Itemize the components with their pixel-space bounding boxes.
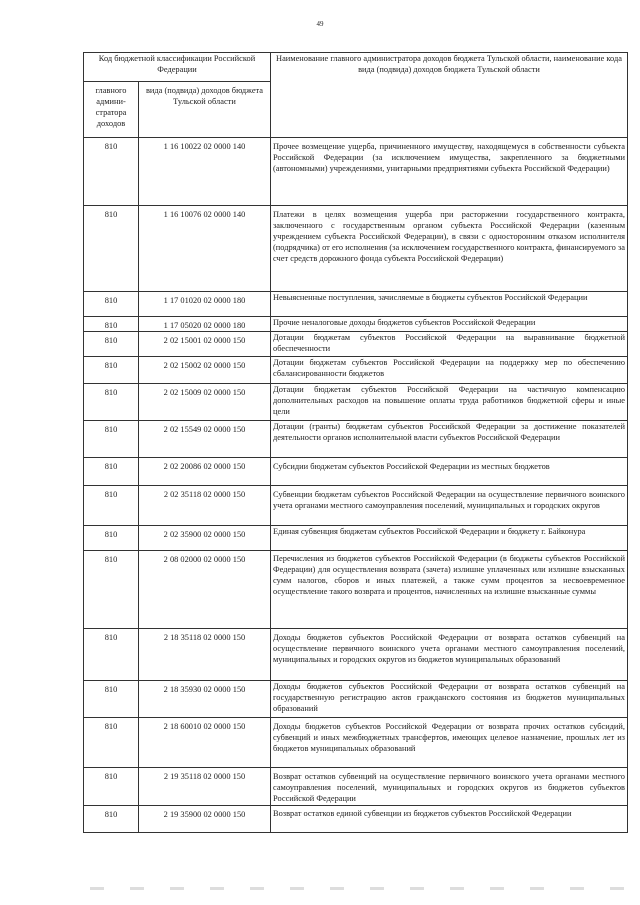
- admin-code-cell: 810: [84, 206, 139, 292]
- table-row: [84, 384, 628, 421]
- revenue-name-cell: Дотации бюджетам субъектов Российской Федерации на выравнивание бюджетной обеспеченности: [271, 332, 628, 357]
- revenue-name-cell: Субсидии бюджетам субъектов Российской Федерации из местных бюджетов: [271, 458, 628, 486]
- revenue-code-cell: 2 02 15002 02 0000 150: [139, 357, 271, 384]
- admin-code-cell: 810: [84, 629, 139, 681]
- table-row: [84, 332, 628, 357]
- admin-code-cell: 810: [84, 768, 139, 806]
- revenue-code-cell: 1 16 10022 02 0000 140: [139, 138, 271, 206]
- admin-code-cell: 810: [84, 681, 139, 718]
- admin-code-cell: 810: [84, 317, 139, 332]
- revenue-code-cell: 1 16 10076 02 0000 140: [139, 206, 271, 292]
- revenue-name-cell: Доходы бюджетов субъектов Российской Федерации от возврата остатков субвенций на осуществление первичного воинского учета органами местного самоуправления поселений, муниципальных и городских округов из бюджетов муниципальных образований: [271, 629, 628, 681]
- revenue-code-cell: 2 02 15549 02 0000 150: [139, 421, 271, 458]
- revenue-name-cell: Прочие неналоговые доходы бюджетов субъектов Российской Федерации: [271, 317, 628, 332]
- admin-code-cell: 810: [84, 138, 139, 206]
- admin-code-cell: 810: [84, 384, 139, 421]
- revenue-name-cell: Прочее возмещение ущерба, причиненного имуществу, находящемуся в собственности субъекта Российской Федерации (за исключением имущества, закрепленного за бюджетными (автономными) учреждениями, унитарными предприятиями субъекта Российской Федерации): [271, 138, 628, 206]
- revenue-code-cell: 2 18 60010 02 0000 150: [139, 718, 271, 768]
- revenue-code-cell: 2 19 35118 02 0000 150: [139, 768, 271, 806]
- table-row: [84, 681, 628, 718]
- revenue-name-cell: Доходы бюджетов субъектов Российской Федерации от возврата остатков субвенций на государственную регистрацию актов гражданского состояния из бюджетов муниципальных образований: [271, 681, 628, 718]
- revenue-code-cell: 2 19 35900 02 0000 150: [139, 806, 271, 833]
- revenue-name-cell: Возврат остатков единой субвенции из бюджетов субъектов Российской Федерации: [271, 806, 628, 833]
- revenue-code-cell: 2 02 15001 02 0000 150: [139, 332, 271, 357]
- table-row: [84, 421, 628, 458]
- table-row: [84, 806, 628, 833]
- table-row: [84, 138, 628, 206]
- table-row: [84, 206, 628, 292]
- revenue-name-cell: Дотации бюджетам субъектов Российской Федерации на частичную компенсацию дополнительных расходов на повышение оплаты труда работников бюджетной сферы и иные цели: [271, 384, 628, 421]
- revenue-code-cell: 2 02 15009 02 0000 150: [139, 384, 271, 421]
- revenue-name-cell: Дотации бюджетам субъектов Российской Федерации на поддержку мер по обеспечению сбалансированности бюджетов: [271, 357, 628, 384]
- revenue-name-cell: Возврат остатков субвенций на осуществление первичного воинского учета органами местного самоуправления поселений, муниципальных и городских округов из бюджетов субъектов Российской Федерации: [271, 768, 628, 806]
- revenue-name-cell: Платежи в целях возмещения ущерба при расторжении государственного контракта, заключенного с государственным органом субъекта Российской Федерации (казенным учреждением субъекта Российской Федерации), в связи с односторонним отказом исполнителя (подрядчика) от его исполнения (за исключением государственного контракта, финансируемого за счет средств дорожного фонда субъекта Российской Федерации): [271, 206, 628, 292]
- admin-code-cell: 810: [84, 718, 139, 768]
- revenue-name-cell: Единая субвенция бюджетам субъектов Российской Федерации и бюджету г. Байконура: [271, 526, 628, 551]
- revenue-name-cell: Субвенции бюджетам субъектов Российской Федерации на осуществление первичного воинского учета органами местного самоуправления поселений, муниципальных и городских округов: [271, 486, 628, 526]
- admin-code-cell: 810: [84, 486, 139, 526]
- revenue-code-cell: 2 02 35900 02 0000 150: [139, 526, 271, 551]
- admin-code-cell: 810: [84, 526, 139, 551]
- revenue-code-cell: 1 17 01020 02 0000 180: [139, 292, 271, 317]
- revenue-name-cell: Доходы бюджетов субъектов Российской Федерации от возврата прочих остатков субсидий, субвенций и иных межбюджетных трансфертов, имеющих целевое назначение, прошлых лет из бюджетов муниципальных образований: [271, 718, 628, 768]
- table-row: [84, 551, 628, 629]
- table-row: [84, 357, 628, 384]
- admin-code-cell: 810: [84, 292, 139, 317]
- admin-code-cell: 810: [84, 357, 139, 384]
- admin-code-cell: 810: [84, 551, 139, 629]
- budget-classification-table: [83, 52, 628, 833]
- revenue-name-cell: Невыясненные поступления, зачисляемые в бюджеты субъектов Российской Федерации: [271, 292, 628, 317]
- table-row: [84, 317, 628, 332]
- admin-code-cell: 810: [84, 421, 139, 458]
- table-row: [84, 292, 628, 317]
- scan-artifact-line: [90, 887, 630, 890]
- header-code-group: Код бюджетной классификации Российской Федерации: [84, 53, 271, 82]
- revenue-code-cell: 1 17 05020 02 0000 180: [139, 317, 271, 332]
- page-number: 49: [316, 20, 324, 28]
- revenue-code-cell: 2 18 35930 02 0000 150: [139, 681, 271, 718]
- header-revenue-type-code: вида (подвида) доходов бюджета Тульской области: [139, 82, 271, 138]
- table-row: [84, 718, 628, 768]
- table-row: [84, 526, 628, 551]
- admin-code-cell: 810: [84, 806, 139, 833]
- revenue-code-cell: 2 02 35118 02 0000 150: [139, 486, 271, 526]
- revenue-name-cell: Перечисления из бюджетов субъектов Российской Федерации (в бюджеты субъектов Российской Федерации) для осуществления возврата (зачета) излишне уплаченных или излишне взысканных сумм налогов, сборов и иных платежей, а также сумм процентов за несвоевременное осуществление такого возврата и процентов, начисленных на излишне взысканные суммы: [271, 551, 628, 629]
- header-admin-code: главного админи-стратора доходов: [84, 82, 139, 138]
- revenue-code-cell: 2 18 35118 02 0000 150: [139, 629, 271, 681]
- table-header-row: [84, 53, 628, 82]
- revenue-name-cell: Дотации (гранты) бюджетам субъектов Российской Федерации за достижение показателей деятельности органов исполнительной власти субъектов Российской Федерации: [271, 421, 628, 458]
- revenue-code-cell: 2 02 20086 02 0000 150: [139, 458, 271, 486]
- table-row: [84, 629, 628, 681]
- admin-code-cell: 810: [84, 332, 139, 357]
- admin-code-cell: 810: [84, 458, 139, 486]
- revenue-code-cell: 2 08 02000 02 0000 150: [139, 551, 271, 629]
- table-row: [84, 486, 628, 526]
- table-row: [84, 768, 628, 806]
- header-name-column: Наименование главного администратора доходов бюджета Тульской области, наименование кода вида (подвида) доходов бюджета Тульской области: [271, 53, 628, 138]
- table-row: [84, 458, 628, 486]
